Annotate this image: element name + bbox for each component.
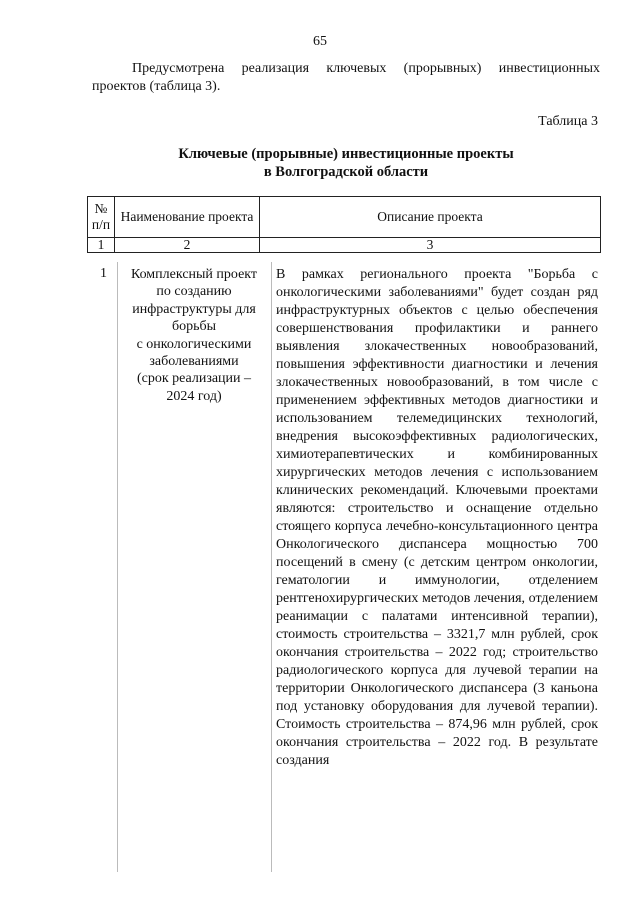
project-name-line: 2024 год) bbox=[166, 388, 222, 404]
header-project-description: Описание проекта bbox=[260, 197, 601, 238]
column-divider-2 bbox=[271, 262, 272, 872]
page-number: 65 bbox=[313, 34, 327, 49]
project-name-line: Комплексный проект bbox=[130, 267, 258, 282]
table-label: Таблица 3 bbox=[538, 114, 598, 129]
column-number-2: 2 bbox=[115, 238, 260, 253]
column-number-1: 1 bbox=[88, 238, 115, 253]
intro-paragraph: Предусмотрена реализация ключевых (прорывных) инвестиционных проектов (таблица 3). bbox=[92, 61, 600, 94]
projects-table-header bbox=[87, 196, 601, 253]
project-name-line: борьбы bbox=[171, 319, 217, 335]
project-name-line: заболеваниями bbox=[149, 354, 239, 370]
project-number: 1 bbox=[100, 266, 107, 281]
header-project-name: Наименование проекта bbox=[115, 197, 260, 238]
table-title-line-1: Ключевые (прорывные) инвестиционные проекты bbox=[178, 146, 514, 162]
project-name-line: инфраструктуры для bbox=[132, 301, 256, 317]
project-description: В рамках регионального проекта "Борьба с онкологическими заболеваниями" будет создан ряд инфраструктурных объектов с целью обеспечения совершенствования профилактики и раннего выявления злокачественных новообразований, повышения эффективности диагностики и лечения злокачественных новообразований, в том числе с применением эффективных методов диагностики и использованием телемедицинских технологий, внедрения высокоэффективных радиологических, химиотерапевтических и комбинированных хирургических методов лечения с использованием клинических рекомендаций. Ключевыми проектами являются: строительство и оснащение отдельно стоящего корпуса лечебно-консультационного центра Онкологического диспансера мощностью 700 посещений в смену (с детским центром онкологии, гематологии и иммунологии, отделением рентгенохирургических методов лечения, отделением реанимации с палатами интенсивной терапии), стоимость строительства – 3321,7 млн рублей, срок окончания строительства – 2022 год; строительство радиологического корпуса для лучевой терапии на территории Онкологического диспансера (3 каньона под установку оборудования для лучевой терапии). Стоимость строительства – 874,96 млн рублей, срок окончания строительства – 2022 год. В результате создания bbox=[276, 267, 598, 768]
header-number: № п/п bbox=[88, 197, 115, 238]
column-number-3: 3 bbox=[260, 238, 601, 253]
project-name-line: по созданию bbox=[156, 284, 232, 300]
project-name-line: с онкологическими bbox=[136, 336, 252, 352]
table-title-line-2: в Волгоградской области bbox=[263, 164, 429, 180]
project-name-line: (срок реализации – bbox=[136, 371, 252, 387]
project-name bbox=[117, 266, 271, 405]
table-title bbox=[92, 145, 600, 181]
